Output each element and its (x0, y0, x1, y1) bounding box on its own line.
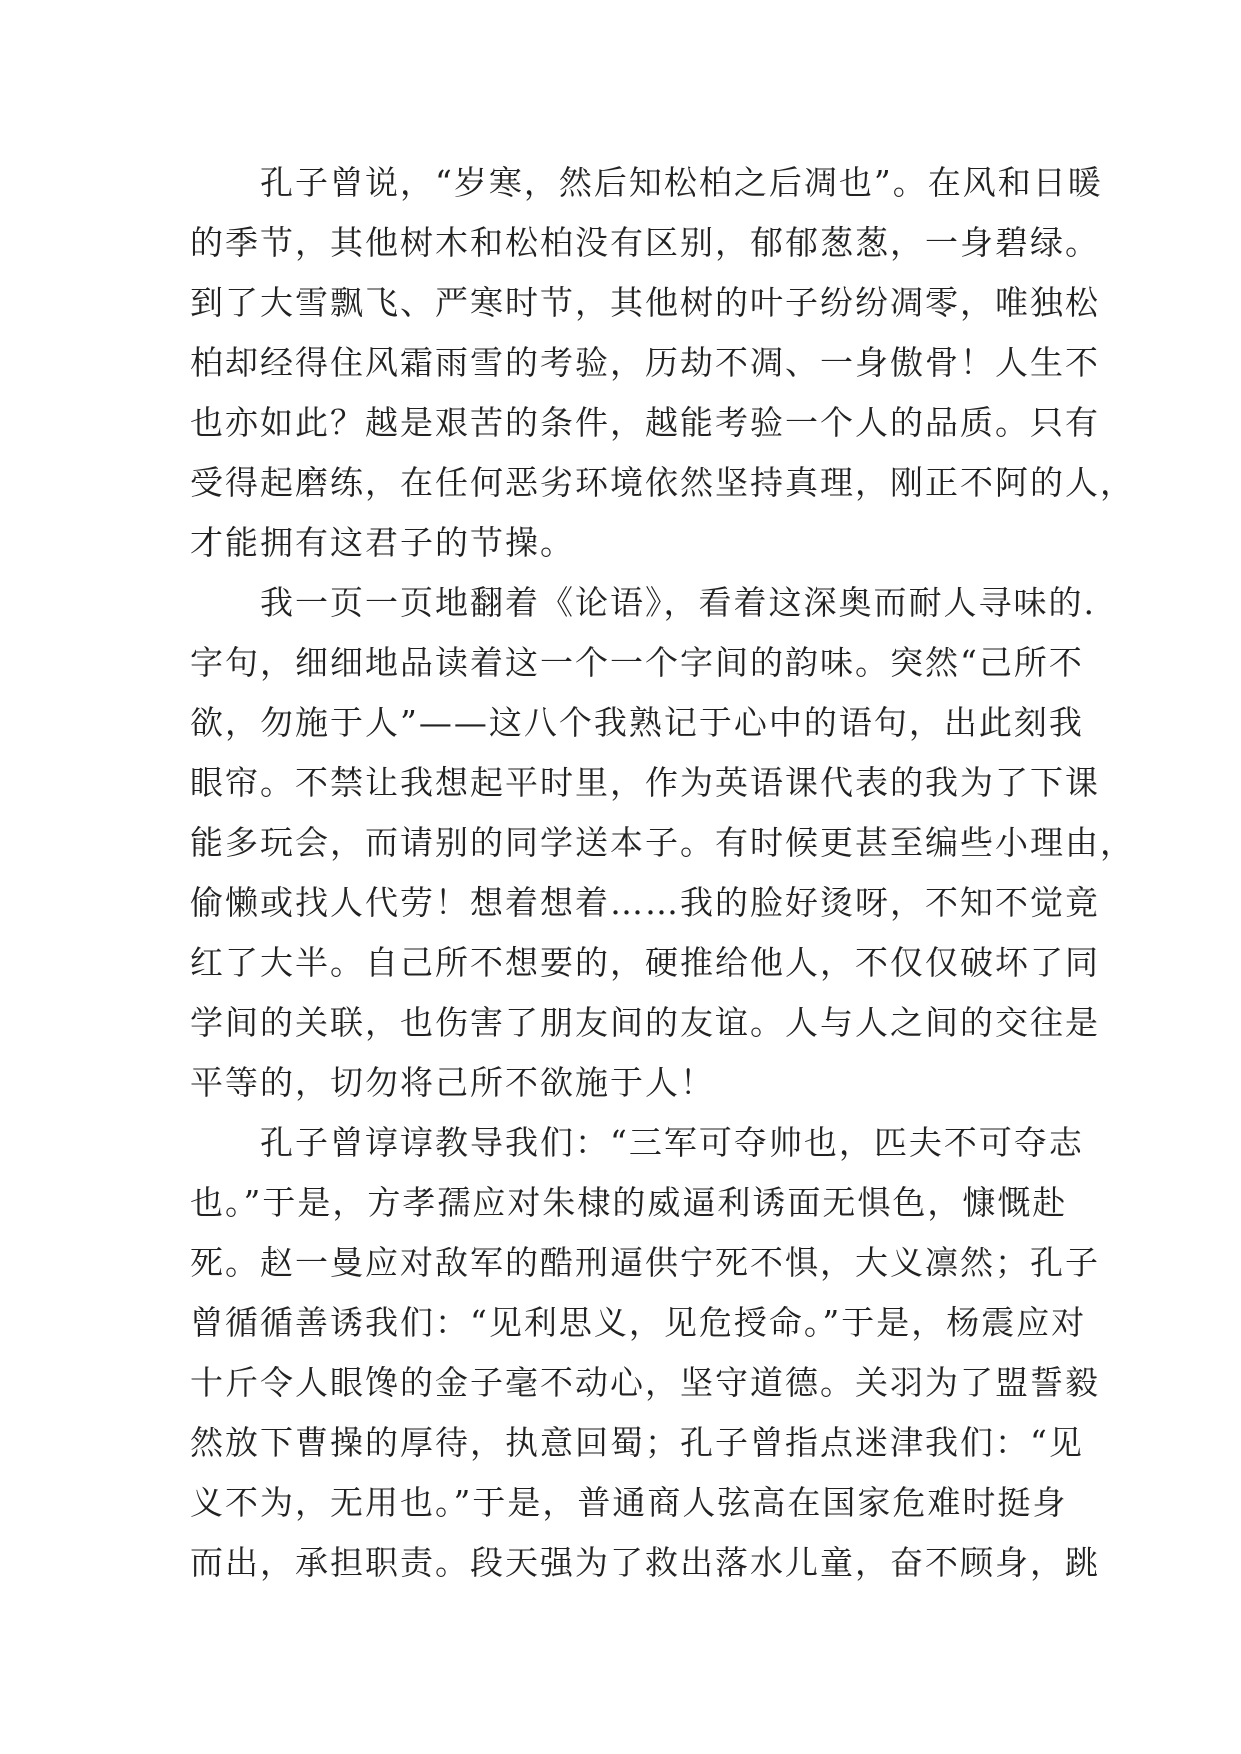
text-line: 到了大雪飘飞、严寒时节，其他树的叶子纷纷凋零，唯独松 (190, 283, 1100, 322)
text-line: 偷懒或找人代劳！想着想着……我的脸好烫呀，不知不觉竟 (190, 883, 1100, 922)
text-line: 欲，勿施于人”——这八个我熟记于心中的语句，出此刻我 (190, 703, 1084, 742)
text-line: 柏却经得住风霜雨雪的考验，历劫不凋、一身傲骨！人生不 (190, 343, 1100, 382)
text-line: 我一页一页地翻着《论语》，看着这深奥而耐人寻味的. (260, 583, 1096, 622)
text-line: 也。”于是，方孝孺应对朱棣的威逼利诱面无惧色，慷慨赴 (190, 1183, 1068, 1222)
paragraph (190, 573, 1135, 1113)
text-line: 孔子曾谆谆教导我们：“三军可夺帅也，匹夫不可夺志 (260, 1123, 1084, 1162)
text-line: 死。赵一曼应对敌军的酷刑逼供宁死不惧，大义凛然；孔子 (190, 1243, 1100, 1282)
text-line: 曾循循善诱我们：“见利思义，见危授命。”于是，杨震应对 (190, 1303, 1087, 1342)
text-line: 也亦如此？越是艰苦的条件，越能考验一个人的品质。只有 (190, 403, 1100, 442)
text-line: 眼帘。不禁让我想起平时里，作为英语课代表的我为了下课 (190, 763, 1100, 802)
text-line: 红了大半。自己所不想要的，硬推给他人，不仅仅破坏了同 (190, 943, 1100, 982)
paragraph (190, 1113, 1100, 1593)
text-line: 孔子曾说，“岁寒，然后知松柏之后凋也”。在风和日暖 (260, 163, 1103, 202)
text-line: 学间的关联，也伤害了朋友间的友谊。人与人之间的交往是 (190, 1003, 1100, 1042)
text-line: 而出，承担职责。段天强为了救出落水儿童，奋不顾身，跳 (190, 1543, 1100, 1582)
text-line: 能多玩会，而请别的同学送本子。有时候更甚至编些小理由， (190, 823, 1135, 862)
text-line: 义不为，无用也。”于是，普通商人弦高在国家危难时挺身 (190, 1483, 1068, 1522)
text-line: 的季节，其他树木和松柏没有区别，郁郁葱葱，一身碧绿。 (190, 223, 1100, 262)
text-line: 字句，细细地品读着这一个一个字间的韵味。突然“己所不 (190, 643, 1084, 682)
text-line: 受得起磨练，在任何恶劣环境依然坚持真理，刚正不阿的人， (190, 463, 1135, 502)
text-line: 平等的，切勿将己所不欲施于人！ (190, 1063, 715, 1102)
text-line: 才能拥有这君子的节操。 (190, 523, 575, 562)
text-line: 十斤令人眼馋的金子毫不动心，坚守道德。关羽为了盟誓毅 (190, 1363, 1100, 1402)
document-body (190, 153, 1135, 1593)
text-line: 然放下曹操的厚待，执意回蜀；孔子曾指点迷津我们：“见 (190, 1423, 1084, 1462)
paragraph (190, 153, 1135, 573)
